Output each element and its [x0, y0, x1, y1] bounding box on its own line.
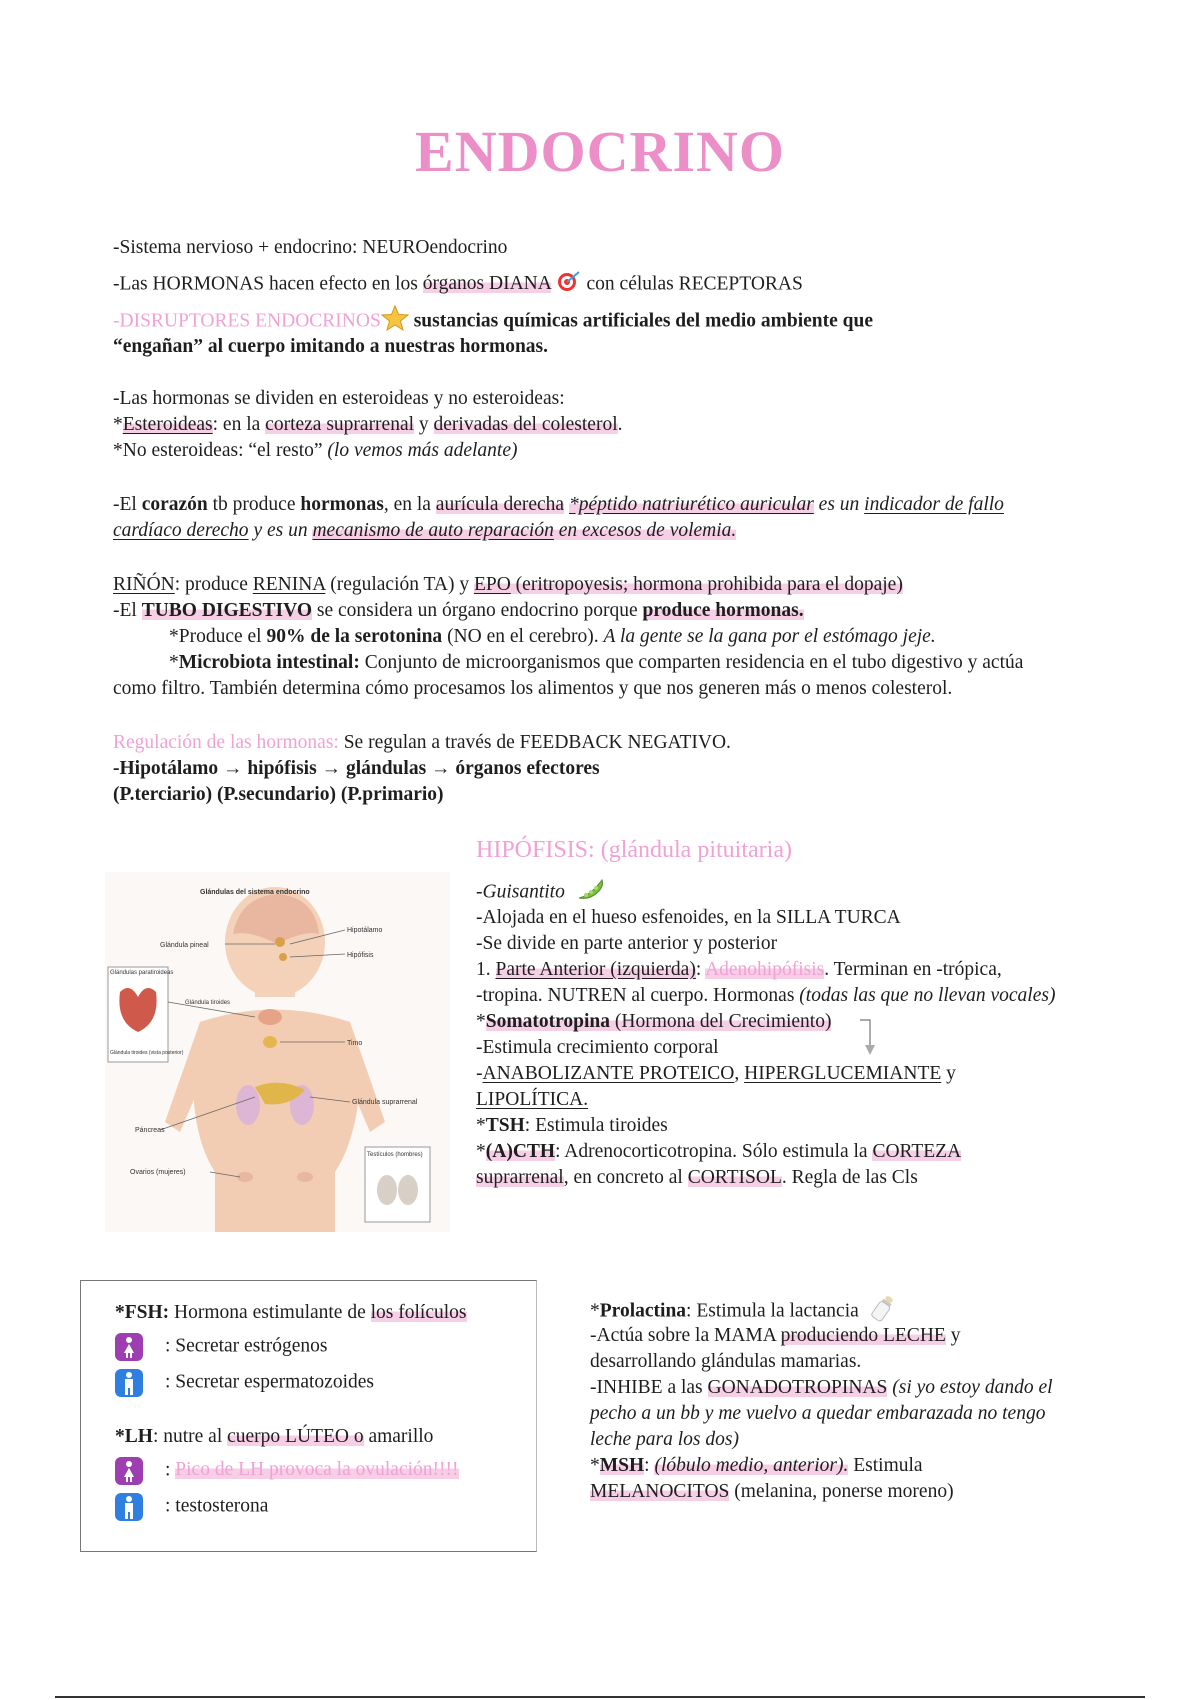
hipofisis-line-6: *Somatotropina (Hormona del Crecimiento)	[476, 1011, 832, 1032]
hipofisis-title: HIPÓFISIS: (glándula pituitaria)	[476, 837, 792, 863]
kidney-line: RIÑÓN: produce RENINA (regulación TA) y EPO (eritropoyesis; hormona prohibida para el dopaje)	[113, 574, 903, 595]
digestive-line-1: -El TUBO DIGESTIVO se considera un órgano endocrino porque produce hormonas.	[113, 600, 804, 621]
digestive-line-2: *Produce el 90% de la serotonina (NO en el cerebro). A la gente se la gana por el estómago jeje.	[169, 626, 936, 647]
heart-line-1: -El corazón tb produce hormonas, en la aurícula derecha *péptido natriurético auricular es un indicador de fallo	[113, 494, 1004, 515]
hipofisis-line-11: *(A)CTH: Adrenocorticotropina. Sólo estimula la CORTEZA	[476, 1141, 962, 1162]
hipofisis-line-4: 1. Parte Anterior (izquierda): Adenohipófisis. Terminan en -trópica,	[476, 959, 1002, 980]
regulation-line-2: -Hipotálamo → hipófisis → glándulas → órganos efectores	[113, 758, 600, 779]
label-hipofisis: Hipófisis	[347, 952, 374, 959]
prolactina-line-1: *Prolactina: Estimula la lactancia	[590, 1293, 898, 1331]
endocrine-figure	[105, 872, 450, 1232]
label-hipotalamo: Hipotálamo	[347, 927, 383, 934]
footer-divider	[55, 1696, 1145, 1698]
prolactina-line-2: -Actúa sobre la MAMA produciendo LECHE y	[590, 1325, 961, 1346]
fsh-line: *FSH: Hormona estimulante de los folículos	[115, 1302, 467, 1323]
prolactina-line-4: -INHIBE a las GONADOTROPINAS (si yo estoy dando el	[590, 1377, 1053, 1398]
target-icon	[556, 270, 582, 300]
label-tiroides-post: Glándula tiroides (vista posterior)	[110, 1050, 184, 1056]
label-pancreas: Páncreas	[135, 1127, 165, 1134]
intro-line-1: -Sistema nervioso + endocrino: NEUROendocrino	[113, 237, 508, 258]
prolactina-line-7: *MSH: (lóbulo medio, anterior). Estimula	[590, 1455, 923, 1476]
label-testiculos: Testículos (hombres)	[367, 1152, 423, 1158]
fsh-female-row: : Secretar estrógenos	[115, 1333, 327, 1361]
hipofisis-line-2: -Alojada en el hueso esfenoides, en la SILLA TURCA	[476, 907, 901, 928]
lh-line: *LH: nutre al cuerpo LÚTEO o amarillo	[115, 1426, 434, 1447]
hipofisis-line-7: -Estimula crecimiento corporal	[476, 1037, 719, 1058]
hipofisis-line-5: -tropina. NUTREN al cuerpo. Hormonas (todas las que no llevan vocales)	[476, 985, 1056, 1006]
male-icon	[115, 1369, 143, 1397]
label-paratiroides: Glándulas paratiroideas	[110, 970, 174, 976]
prolactina-line-8: MELANOCITOS (melanina, ponerse moreno)	[590, 1481, 954, 1502]
label-ovarios: Ovarios (mujeres)	[130, 1169, 186, 1176]
label-suprarrenal: Glándula suprarrenal	[352, 1099, 418, 1106]
label-timo: Timo	[347, 1040, 363, 1047]
hipofisis-line-9: LIPOLÍTICA.	[476, 1089, 589, 1110]
digestive-line-4: como filtro. También determina cómo procesamos los alimentos y que nos generen más o menos colesterol.	[113, 678, 953, 699]
lh-female-row: : Pico de LH provoca la ovulación!!!!	[115, 1457, 459, 1485]
heart-line-2: cardíaco derecho y es un mecanismo de auto reparación en excesos de volemia.	[113, 520, 737, 541]
regulation-line-1: Regulación de las hormonas: Se regulan a través de FEEDBACK NEGATIVO.	[113, 732, 731, 753]
hormones-line-1: -Las hormonas se dividen en esteroideas y no esteroideas:	[113, 388, 565, 409]
prolactina-line-5: pecho a un bb y me vuelvo a quedar embarazada no tengo	[590, 1403, 1046, 1424]
label-pineal: Glándula pineal	[160, 942, 209, 949]
endocrine-illustration	[105, 872, 450, 1232]
fsh-male-row: : Secretar espermatozoides	[115, 1369, 374, 1397]
female-icon	[115, 1333, 143, 1361]
prolactina-line-6: leche para los dos)	[590, 1429, 739, 1450]
label-tiroides: Glándula tiroides	[185, 1000, 231, 1006]
figure-title: Glándulas del sistema endocrino	[200, 889, 310, 896]
hipofisis-line-10: *TSH: Estimula tiroides	[476, 1115, 668, 1136]
digestive-line-3: *Microbiota intestinal: Conjunto de microorganismos que comparten residencia en el tubo digestivo y actúa	[169, 652, 1024, 673]
hormones-line-2: *Esteroideas: en la corteza suprarrenal y derivadas del colesterol.	[113, 414, 623, 435]
regulation-line-3: (P.terciario) (P.secundario) (P.primario)	[113, 784, 444, 805]
arrow-down-icon	[858, 1017, 878, 1062]
intro-line-3: -DISRUPTORES ENDOCRINOS sustancias químicas artificiales del medio ambiente que	[113, 305, 873, 339]
female-icon	[115, 1457, 143, 1485]
hipofisis-line-8: -ANABOLIZANTE PROTEICO, HIPERGLUCEMIANTE y	[476, 1063, 956, 1084]
hipofisis-line-1: -Guisantito	[476, 876, 606, 910]
hipofisis-line-3: -Se divide en parte anterior y posterior	[476, 933, 778, 954]
male-icon	[115, 1493, 143, 1521]
intro-line-2: -Las HORMONAS hacen efecto en los órganos DIANA con células RECEPTORAS	[113, 270, 803, 300]
hipofisis-line-12: suprarrenal, en concreto al CORTISOL. Regla de las Cls	[476, 1167, 918, 1188]
hormones-line-3: *No esteroideas: “el resto” (lo vemos más adelante)	[113, 440, 518, 461]
page-title: ENDOCRINO	[415, 119, 785, 184]
intro-line-4: “engañan” al cuerpo imitando a nuestras hormonas.	[113, 336, 548, 357]
lh-male-row: : testosterona	[115, 1493, 268, 1521]
prolactina-line-3: desarrollando glándulas mamarias.	[590, 1351, 862, 1372]
